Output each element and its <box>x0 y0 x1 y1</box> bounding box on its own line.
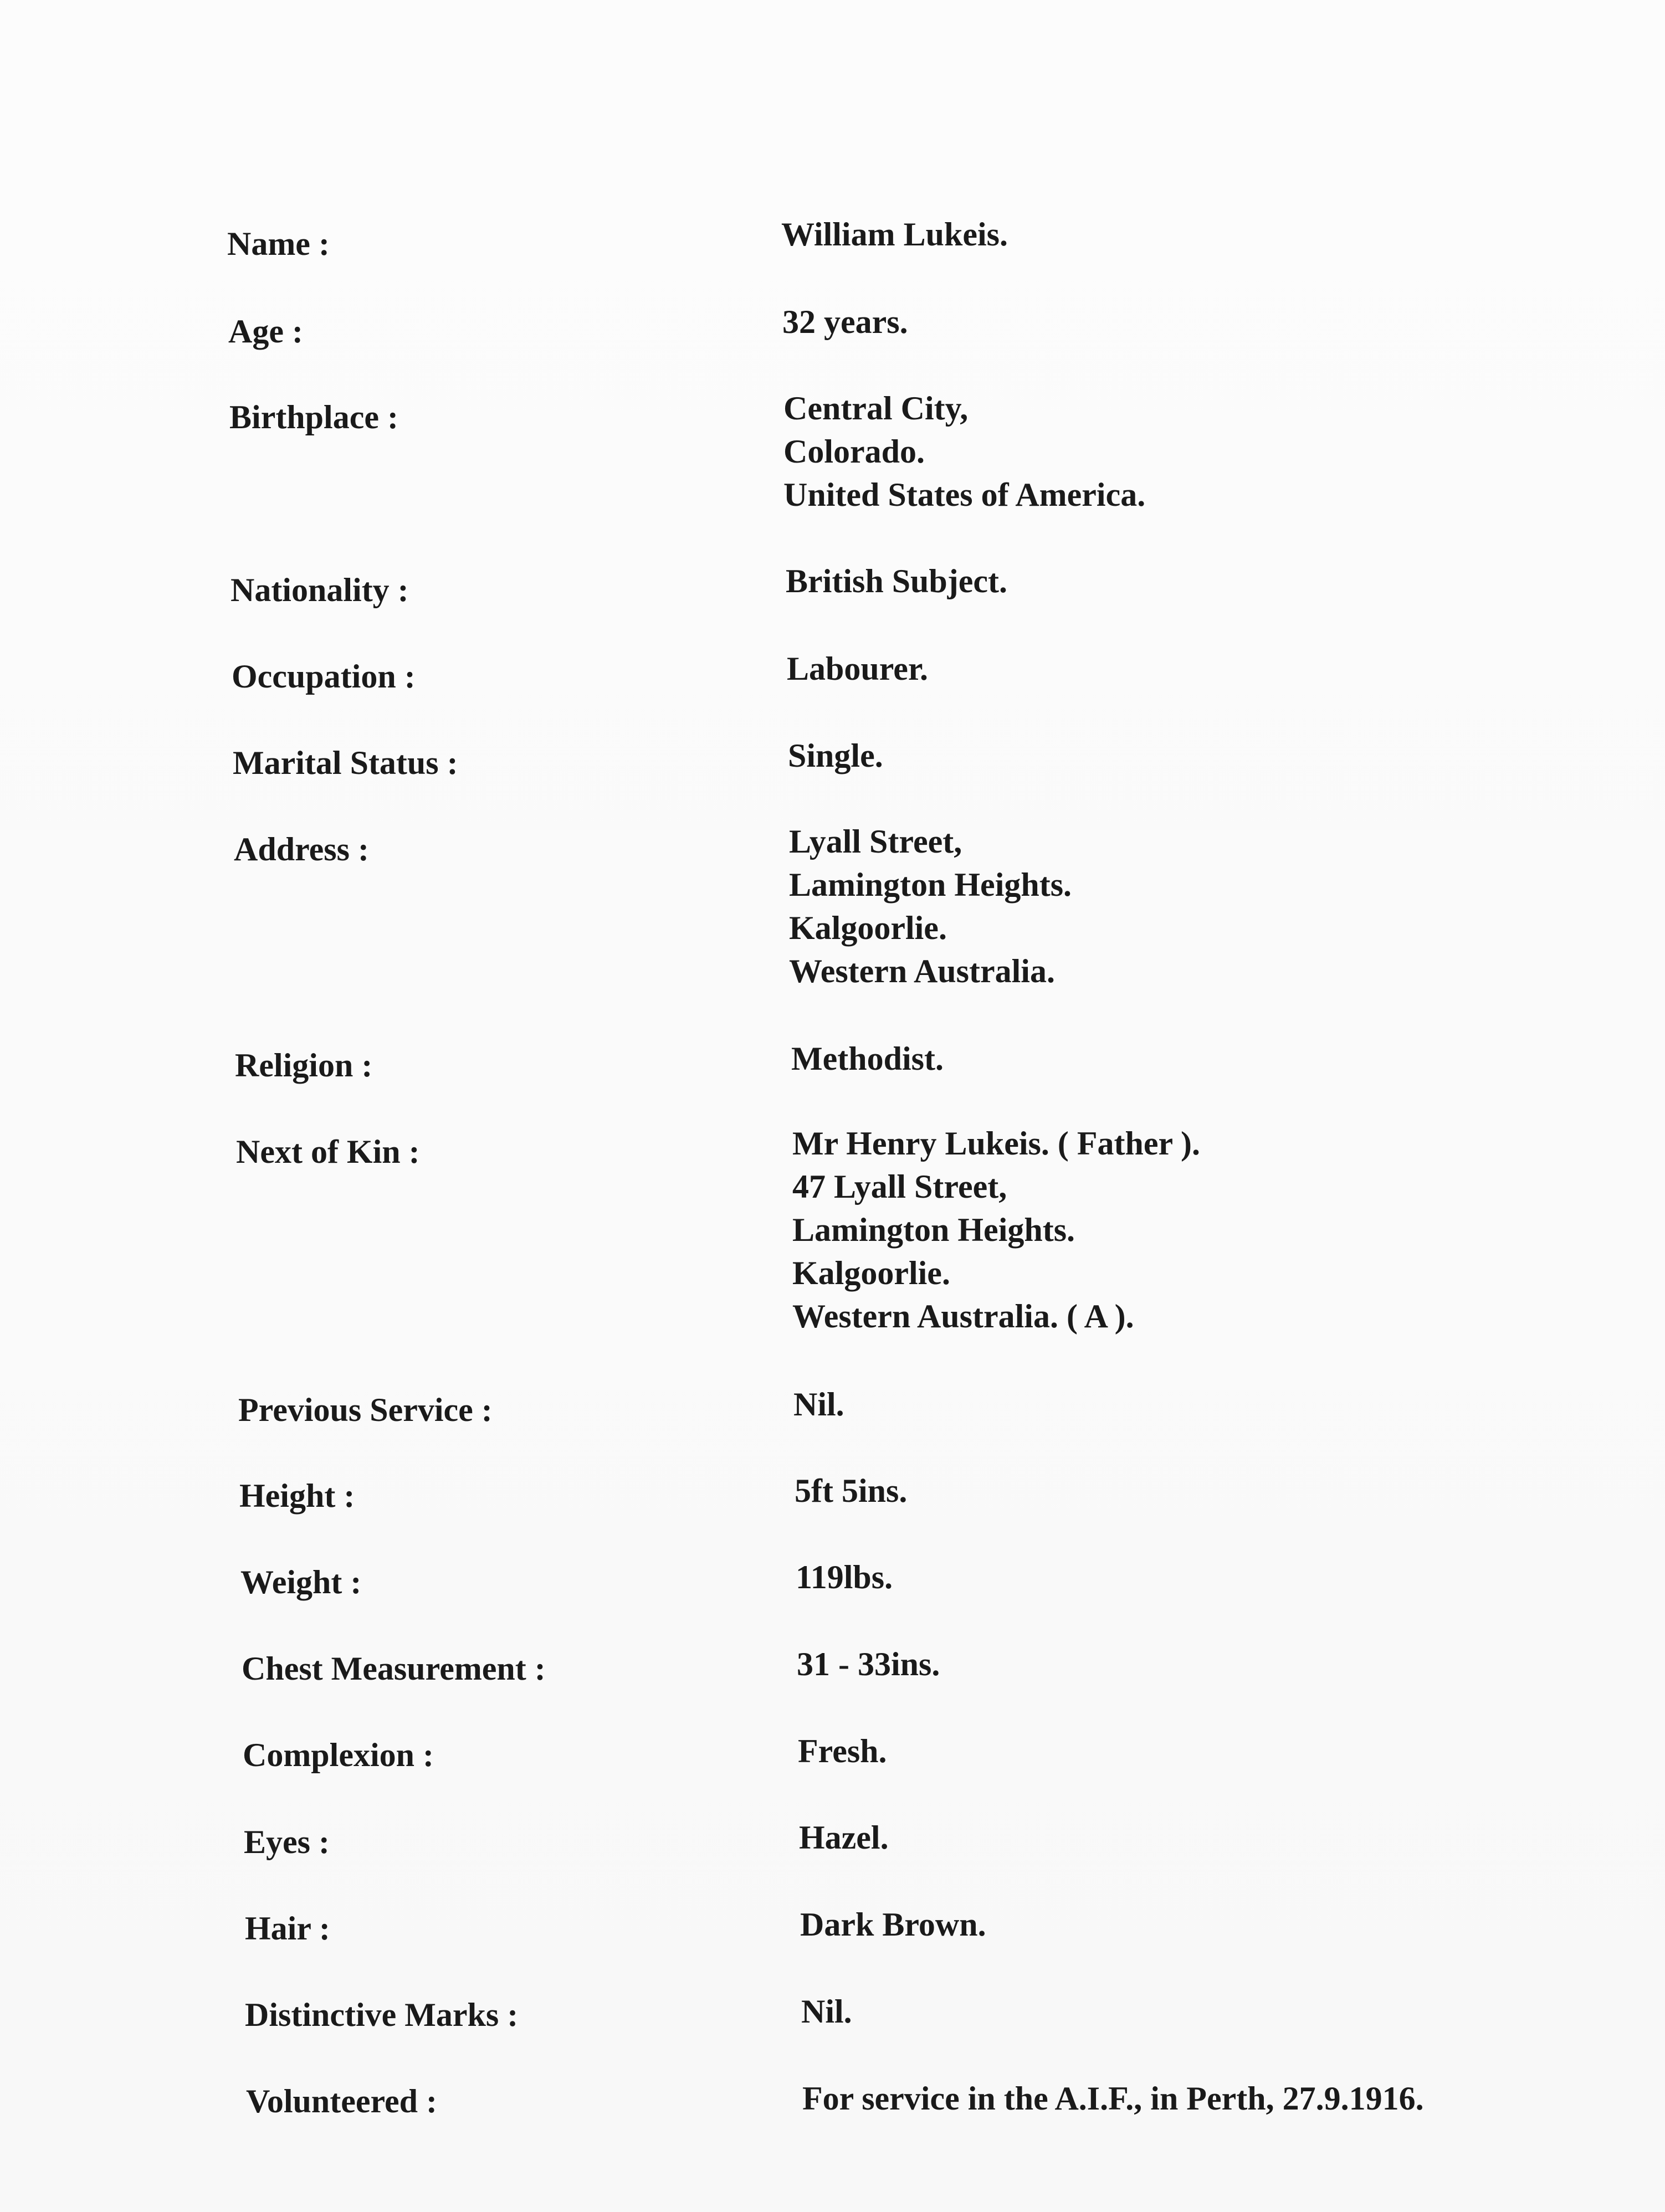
marital-status-label: Marital Status : <box>233 745 458 781</box>
next-of-kin-line: Lamington Heights. <box>792 1212 1075 1248</box>
nationality-label: Nationality : <box>230 572 409 608</box>
birthplace-label: Birthplace : <box>229 399 398 435</box>
chest-measurement-value: 31 - 33ins. <box>797 1646 940 1682</box>
address-line: Western Australia. <box>789 953 1055 989</box>
birthplace-value <box>783 387 1145 516</box>
marital-status-value: Single. <box>788 737 883 774</box>
complexion-value: Fresh. <box>798 1733 887 1769</box>
age-value: 32 years. <box>782 304 908 340</box>
distinctive-marks-value: Nil. <box>801 1993 852 2030</box>
eyes-value: Hazel. <box>799 1819 889 1856</box>
next-of-kin-value <box>792 1122 1200 1338</box>
distinctive-marks-label: Distinctive Marks : <box>245 1997 519 2033</box>
address-value <box>789 820 1072 993</box>
name-label: Name : <box>227 225 330 262</box>
next-of-kin-line: Western Australia. ( A ). <box>792 1298 1134 1335</box>
address-line: Kalgoorlie. <box>789 910 947 946</box>
address-label: Address : <box>234 831 369 868</box>
hair-value: Dark Brown. <box>800 1906 986 1943</box>
next-of-kin-line: 47 Lyall Street, <box>792 1168 1007 1205</box>
nationality-value: British Subject. <box>786 563 1008 599</box>
hair-label: Hair : <box>245 1910 330 1947</box>
occupation-label: Occupation : <box>232 658 416 695</box>
name-value: William Lukeis. <box>781 216 1008 253</box>
address-line: Lyall Street, <box>789 823 962 860</box>
address-line: Lamington Heights. <box>789 866 1072 903</box>
eyes-label: Eyes : <box>244 1824 330 1860</box>
height-label: Height : <box>239 1477 355 1514</box>
next-of-kin-line: Kalgoorlie. <box>792 1255 950 1291</box>
birthplace-line: Colorado. <box>783 433 925 470</box>
religion-label: Religion : <box>235 1047 373 1084</box>
complexion-label: Complexion : <box>243 1737 434 1773</box>
height-value: 5ft 5ins. <box>795 1472 908 1509</box>
volunteered-label: Volunteered : <box>246 2083 437 2119</box>
occupation-value: Labourer. <box>787 650 929 687</box>
age-label: Age : <box>228 313 303 350</box>
weight-value: 119lbs. <box>796 1559 893 1595</box>
previous-service-value: Nil. <box>793 1386 844 1423</box>
previous-service-label: Previous Service : <box>238 1392 493 1428</box>
next-of-kin-line: Mr Henry Lukeis. ( Father ). <box>792 1125 1201 1162</box>
birthplace-line: Central City, <box>783 390 969 427</box>
birthplace-line: United States of America. <box>783 476 1146 513</box>
weight-label: Weight : <box>240 1564 362 1600</box>
next-of-kin-label: Next of Kin : <box>236 1133 420 1170</box>
volunteered-value: For service in the A.I.F., in Perth, 27.9.1916. <box>802 2080 1424 2117</box>
chest-measurement-label: Chest Measurement : <box>242 1650 546 1687</box>
religion-value: Methodist. <box>791 1040 944 1077</box>
